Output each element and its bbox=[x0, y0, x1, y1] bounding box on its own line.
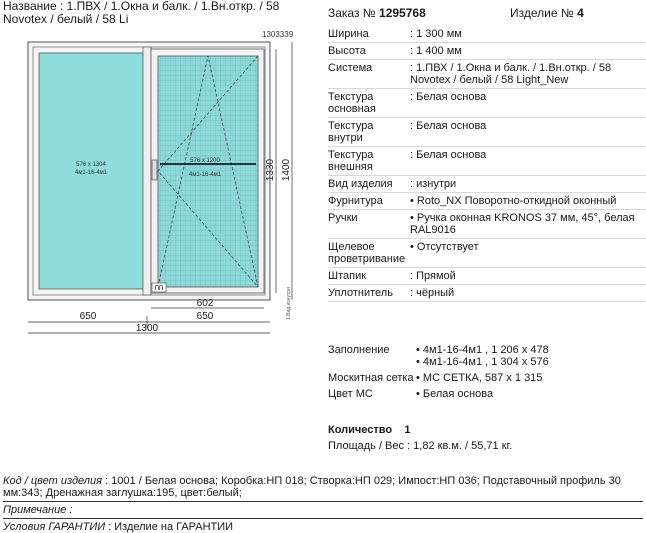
specs-table bbox=[328, 26, 646, 302]
spec-row: Уплотнитель : чёрный bbox=[328, 285, 646, 302]
mosquito-label: Москитная сетка bbox=[328, 372, 414, 384]
left-pane-size: 576 x 1304 bbox=[76, 162, 106, 168]
mosquito-value: • МС СЕТКА, 587 x 1 315 bbox=[416, 372, 543, 384]
spec-row: Текстура внешняя : Белая основа bbox=[328, 147, 646, 176]
spec-row: Ручки • Ручка оконная KRONOS 37 мм, 45°, белая RAL9016 bbox=[328, 210, 646, 239]
handle bbox=[152, 160, 157, 180]
spec-row: Текстура внутри : Белая основа bbox=[328, 118, 646, 147]
product-code-line: Код / цвет изделия : 1001 / Белая основа; Коробка:НП 018; Створка:НП 029; Импост:НП 036; Подставочный профиль 30 мм:343; Дренажная заглушка:195, цвет:белый; bbox=[3, 475, 621, 499]
glazing-item: • 4м1-16-4м1 , 1 206 x 478 bbox=[416, 344, 549, 356]
spec-row: Высота : 1 400 мм bbox=[328, 43, 646, 60]
spec-row: Щелевое проветривание • Отсутствует bbox=[328, 239, 646, 268]
dim-left: 650 bbox=[79, 311, 97, 322]
mosquito-color-value: • Белая основа bbox=[416, 388, 494, 400]
spec-row: Система : 1.ПВХ / 1.Окна и балк. / 1.Вн.откр. / 58 Novotex / белый / 58 Light_New bbox=[328, 60, 646, 89]
mosquito-color-label: Цвет МС bbox=[328, 388, 373, 400]
mullion bbox=[143, 47, 151, 295]
spec-row: Вид изделия : изнутри bbox=[328, 176, 646, 193]
glazing-label: Заполнение bbox=[328, 344, 390, 356]
left-pane-glass: 4м1-16-4м1 bbox=[74, 170, 108, 176]
window-drawing bbox=[0, 20, 320, 340]
dim-inner-height: 1330 bbox=[265, 158, 276, 182]
right-pane-glass: 4м1-16-4м1 bbox=[188, 172, 222, 178]
dim-right: 650 bbox=[196, 311, 214, 322]
drawing-code: 1303339 bbox=[262, 30, 294, 39]
warranty-line: Условия ГАРАНТИИ : Изделие на ГАРАНТИИ bbox=[3, 521, 234, 533]
area-weight: Площадь / Вес : 1,82 кв.м. / 55,71 кг. bbox=[328, 440, 513, 452]
item-number: Изделие № 4 bbox=[510, 6, 584, 20]
glazing-item: • 4м1-16-4м1 , 1 304 x 576 bbox=[416, 356, 549, 368]
side-note: 1.Вид изнутри bbox=[286, 287, 292, 320]
note-line: Примечание : bbox=[3, 504, 73, 516]
tag-label: ПП bbox=[154, 286, 164, 292]
order-number: Заказ № 1295768 bbox=[328, 6, 426, 20]
right-pane-size: 576 x 1200 bbox=[190, 158, 220, 164]
spec-row: Текстура основная : Белая основа bbox=[328, 89, 646, 118]
footer bbox=[3, 475, 643, 533]
spec-row: Фурнитура • Roto_NX Поворотно-откидной оконный bbox=[328, 193, 646, 210]
dim-total-width: 1300 bbox=[135, 323, 159, 334]
dim-sash-width: 602 bbox=[196, 298, 214, 309]
spec-row: Штапик : Прямой bbox=[328, 268, 646, 285]
product-name: Название : 1.ПВХ / 1.Окна и балк. / 1.Вн.откр. / 58 Novotex / белый / 58 Li bbox=[3, 0, 280, 26]
glazing-section bbox=[328, 344, 646, 400]
dim-total-height: 1400 bbox=[281, 158, 292, 182]
spec-row: Ширина : 1 300 мм bbox=[328, 26, 646, 43]
quantity: Количество 1 bbox=[328, 424, 411, 436]
